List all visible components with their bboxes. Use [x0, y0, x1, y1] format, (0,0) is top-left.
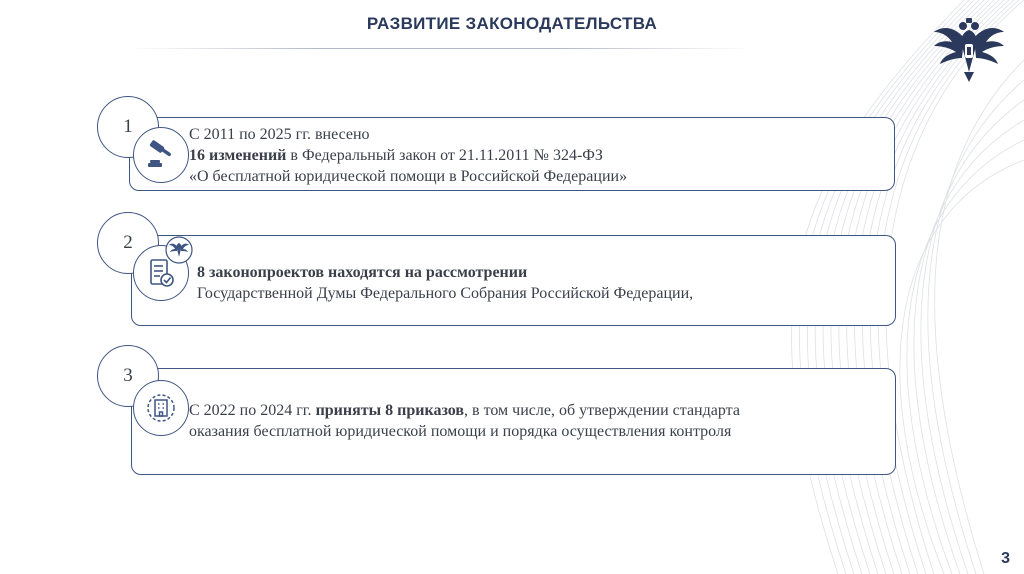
bills-line2: Государственной Думы Федерального Собрания Российской Федерации,: [197, 285, 694, 302]
small-emblem-icon: [165, 236, 193, 264]
changes-count: 16 изменений: [189, 147, 287, 164]
bills-count: 8 законопроектов находятся на рассмотрении: [197, 264, 528, 281]
bills-text: [197, 262, 693, 304]
orders-text: [189, 400, 740, 442]
building-gear-icon: [142, 389, 180, 427]
page-number: 3: [1001, 550, 1010, 567]
item-number-3: 3: [97, 345, 159, 407]
orders-period: С 2022 по 2024 гг.: [189, 402, 316, 419]
building-icon-circle: [133, 380, 189, 436]
orders-count: приняты 8 приказов: [315, 402, 465, 419]
gavel-icon: [144, 138, 178, 172]
bills-line1: [197, 262, 693, 283]
law-reference: в Федеральный закон от 21.11.2011 № 324-ФЗ: [286, 147, 603, 164]
item-number-1: 1: [97, 96, 159, 158]
orders-line1: [189, 400, 740, 421]
item-number-2: 2: [97, 212, 159, 274]
gavel-icon-circle: [133, 127, 189, 183]
law-changes-text: [189, 124, 627, 187]
orders-detail: , в том числе, об утверждении стандарта: [464, 402, 740, 419]
page-title: РАЗВИТИЕ ЗАКОНОДАТЕЛЬСТВА: [366, 14, 658, 33]
orders-line2: оказания бесплатной юридической помощи и порядка осуществления контроля: [189, 423, 732, 440]
eagle-emblem-icon: [930, 16, 1008, 86]
law-changes-line1: С 2011 по 2025 гг. внесено: [189, 126, 370, 143]
title-divider: [130, 48, 750, 49]
law-changes-line2: [189, 145, 627, 166]
law-changes-line3: «О бесплатной юридической помощи в Российской Федерации»: [189, 168, 628, 185]
